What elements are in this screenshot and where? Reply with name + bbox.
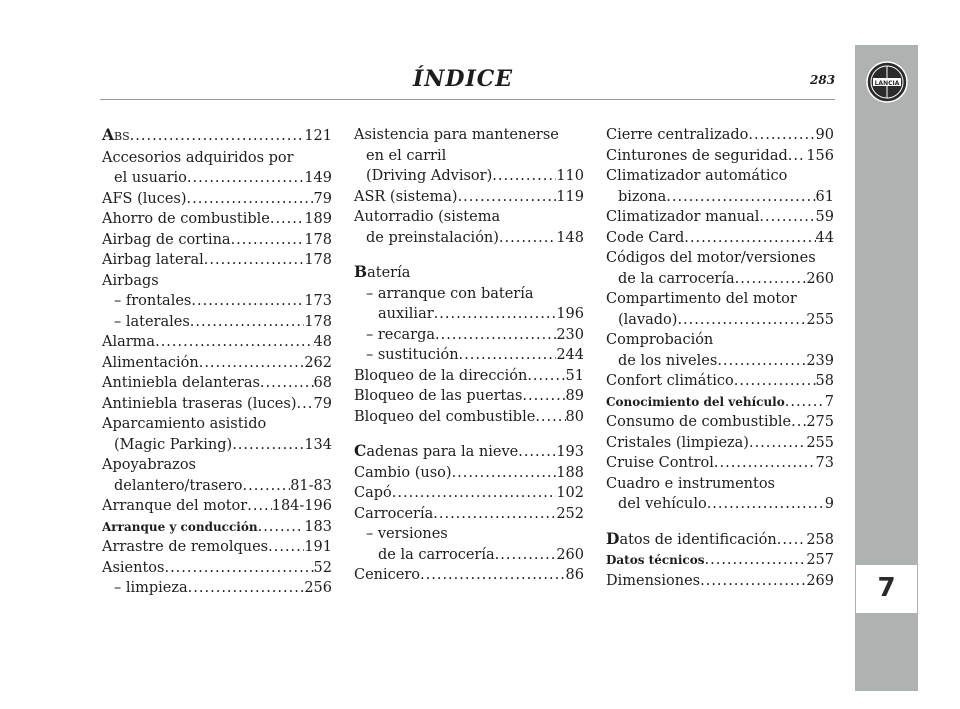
leader-dots [434, 304, 557, 325]
entry-text: Cinturones de seguridad [606, 147, 788, 164]
leader-dots [748, 125, 815, 146]
entry-text: Arranque y conducción [102, 519, 258, 534]
entry-page-number: 121 [304, 128, 332, 144]
entry-page-number: 252 [556, 505, 584, 522]
leader-dots [749, 433, 806, 454]
entry-page-number: 80 [565, 408, 584, 425]
entry-text: ASR (sistema) [354, 188, 458, 205]
leader-dots [190, 312, 305, 333]
leader-dots [433, 504, 556, 525]
entry-page-number: 52 [313, 559, 332, 576]
entry-text: Arranque del motor [102, 498, 248, 514]
entry-page-number: 44 [815, 229, 834, 246]
entry-page-number: 255 [806, 434, 834, 451]
leader-dots [247, 496, 272, 517]
index-entry[interactable] [102, 414, 332, 455]
entry-text: Confort climático [606, 373, 734, 389]
index-entry[interactable] [102, 271, 332, 292]
entry-text: Airbag de cortina [102, 231, 231, 248]
entry-text: Cruise Control [606, 455, 714, 471]
index-entry[interactable] [606, 166, 834, 207]
entry-text: Cambio (uso) [354, 464, 452, 481]
entry-text: Comprobación [606, 332, 714, 348]
index-entry[interactable] [354, 125, 584, 187]
leader-dots [791, 412, 806, 433]
entry-page-number: 275 [806, 414, 834, 430]
entry-text: – laterales [114, 313, 190, 330]
index-entry[interactable] [102, 209, 332, 230]
logo-text: LANCIA [874, 80, 900, 87]
leader-dots [392, 483, 557, 504]
entry-page-number: 86 [565, 567, 584, 583]
leader-dots [187, 168, 304, 189]
index-entry[interactable] [102, 373, 332, 394]
entry-text: Ahorro de combustible [102, 211, 270, 227]
index-entry[interactable] [102, 291, 332, 312]
leader-dots [785, 392, 825, 413]
entry-page-number: 119 [556, 188, 584, 205]
leader-dots [199, 353, 305, 374]
index-entry[interactable] [354, 386, 584, 407]
index-entry[interactable] [102, 312, 332, 333]
entry-text: – recarga [366, 326, 435, 343]
entry-text: auxiliar [378, 306, 434, 322]
entry-page-number: 256 [304, 580, 332, 596]
index-entry[interactable] [606, 207, 834, 228]
leader-dots [243, 476, 291, 497]
section-gap [606, 515, 834, 529]
entry-page-number: 7 [824, 393, 834, 410]
entry-page-number: 239 [806, 352, 834, 369]
leader-dots [420, 565, 566, 586]
entry-text: – versiones [366, 526, 448, 542]
leader-dots [204, 250, 305, 271]
section-gap [354, 427, 584, 441]
entry-text: Bloqueo de la dirección [354, 367, 528, 384]
entry-page-number: 183 [304, 518, 332, 535]
entry-text: Asientos [102, 559, 165, 576]
entry-page-number: 61 [815, 188, 834, 205]
entry-page-number: 262 [304, 354, 332, 371]
entry-page-number: 178 [304, 313, 332, 330]
entry-text: de los niveles [618, 352, 718, 369]
entry-text: Códigos del motor/versiones [606, 250, 816, 266]
index-entry[interactable] [354, 207, 584, 248]
index-entry[interactable] [354, 504, 584, 525]
entry-text: Bloqueo de las puertas [354, 388, 523, 404]
chapter-number: 7 [877, 573, 896, 603]
index-entry[interactable] [102, 558, 332, 579]
entry-text: del vehículo [618, 496, 707, 512]
entry-text: de preinstalación) [366, 229, 499, 246]
entry-text: Bloqueo del combustible [354, 408, 536, 425]
entry-text: – arranque con batería [366, 285, 534, 302]
leader-dots [684, 228, 815, 249]
leader-dots [459, 345, 557, 366]
index-entry[interactable] [606, 146, 834, 167]
entry-page-number: 81-83 [290, 477, 332, 494]
index-entry[interactable] [606, 289, 834, 330]
entry-text: Batería [354, 262, 411, 281]
index-entry[interactable] [354, 441, 584, 463]
entry-text: Antiniebla traseras (luces) [102, 395, 297, 412]
entry-text: Consumo de combustible [606, 414, 792, 430]
index-entry[interactable] [354, 407, 584, 428]
leader-dots [435, 325, 556, 346]
entry-page-number: 73 [815, 455, 834, 471]
entry-page-number: 156 [806, 147, 834, 164]
index-entry[interactable] [354, 284, 584, 325]
entry-page-number: 148 [556, 229, 584, 246]
index-entry[interactable] [102, 394, 332, 415]
index-entry[interactable] [606, 550, 834, 571]
index-entry[interactable] [606, 228, 834, 249]
index-entry[interactable] [102, 230, 332, 251]
leader-dots [130, 126, 305, 147]
entry-text: – sustitución [366, 347, 459, 363]
leader-dots [518, 442, 556, 463]
index-entry[interactable] [354, 187, 584, 208]
leader-dots [297, 394, 314, 415]
entry-text: Carrocería [354, 505, 434, 522]
index-entry[interactable] [606, 392, 834, 413]
entry-text: Capó [354, 485, 392, 501]
leader-dots [155, 332, 313, 353]
leader-dots [707, 494, 825, 515]
leader-dots [270, 209, 304, 230]
leader-dots [527, 366, 565, 387]
index-entry[interactable] [354, 463, 584, 484]
index-entry[interactable] [354, 345, 584, 366]
index-entry[interactable] [606, 453, 834, 474]
entry-text: Datos técnicos [606, 553, 705, 567]
entry-page-number: 191 [304, 539, 332, 555]
entry-text: Code Card [606, 229, 685, 246]
entry-page-number: 51 [565, 367, 584, 384]
index-column-3 [606, 125, 834, 591]
entry-page-number: 110 [556, 168, 584, 184]
entry-page-number: 258 [806, 531, 834, 548]
index-entry[interactable] [606, 248, 834, 289]
entry-page-number: 230 [556, 326, 584, 343]
leader-dots [522, 386, 565, 407]
index-column-2 [354, 125, 584, 586]
header-rule [100, 99, 835, 100]
entry-text: Dimensiones [606, 572, 701, 589]
lancia-logo-icon [865, 60, 909, 104]
leader-dots [452, 463, 557, 484]
entry-text: Datos de identificación [606, 528, 777, 548]
entry-text: Cristales (limpieza) [606, 434, 749, 451]
entry-text: Airbags [102, 272, 159, 289]
leader-dots [458, 187, 557, 208]
index-entry[interactable] [102, 353, 332, 374]
entry-page-number: 149 [304, 170, 332, 186]
leader-dots [666, 187, 815, 208]
entry-text: bizona [618, 188, 667, 205]
index-entry[interactable] [102, 496, 332, 517]
index-entry[interactable] [606, 474, 834, 515]
entry-page-number: 188 [556, 464, 584, 481]
entry-page-number: 178 [304, 252, 332, 268]
entry-text: Asistencia para mantenerse [354, 127, 559, 143]
index-entry[interactable] [102, 148, 332, 189]
entry-text: Apoyabrazos [102, 457, 196, 473]
page-number: 283 [810, 73, 836, 87]
index-entry[interactable] [606, 125, 834, 146]
leader-dots [535, 407, 565, 428]
entry-text: Alimentación [102, 354, 199, 371]
leader-dots [734, 371, 816, 392]
leader-dots [714, 453, 816, 474]
entry-page-number: 255 [806, 311, 834, 328]
entry-text: Cuadro e instrumentos [606, 475, 776, 492]
entry-page-number: 134 [304, 436, 332, 453]
index-entry[interactable] [606, 529, 834, 551]
entry-text: Autorradio (sistema [354, 209, 501, 225]
index-column-1 [102, 125, 332, 599]
entry-text: Alarma [102, 334, 156, 350]
entry-page-number: 68 [313, 375, 332, 391]
entry-page-number: 79 [313, 190, 332, 207]
index-entry[interactable] [102, 332, 332, 353]
entry-page-number: 9 [824, 496, 834, 512]
leader-dots [495, 545, 557, 566]
entry-text: Airbag lateral [102, 252, 204, 268]
leader-dots [788, 146, 807, 167]
leader-dots [759, 207, 815, 228]
entry-text: Cenicero [354, 567, 421, 583]
page-title: ÍNDICE [413, 66, 514, 92]
entry-page-number: 260 [556, 546, 584, 563]
entry-text: Arrastre de remolques [102, 539, 269, 555]
leader-dots [164, 558, 313, 579]
entry-page-number: 48 [313, 334, 332, 350]
entry-text: Climatizador automático [606, 168, 788, 184]
index-entry[interactable] [606, 412, 834, 433]
entry-text: Aparcamiento asistido [102, 416, 267, 432]
entry-page-number: 102 [556, 485, 584, 501]
entry-text: de la carrocería [378, 546, 495, 563]
entry-page-number: 90 [815, 127, 834, 143]
entry-text: Conocimiento del vehículo [606, 394, 785, 409]
leader-dots [268, 537, 304, 558]
leader-dots [700, 571, 806, 592]
entry-page-number: 189 [304, 211, 332, 227]
entry-page-number: 244 [556, 347, 584, 363]
entry-text: Cadenas para la nieve [354, 441, 519, 460]
leader-dots [492, 166, 556, 187]
index-entry[interactable] [606, 371, 834, 392]
leader-dots [260, 373, 314, 394]
entry-text: AFS (luces) [102, 190, 187, 207]
index-entry[interactable] [606, 571, 834, 592]
entry-page-number: 184-196 [271, 498, 332, 514]
entry-text: en el carril [366, 147, 447, 164]
leader-dots [232, 435, 304, 456]
index-entry[interactable] [102, 578, 332, 599]
index-entry[interactable] [354, 325, 584, 346]
section-gap [354, 248, 584, 262]
entry-text: delantero/trasero [114, 477, 243, 494]
entry-page-number: 260 [806, 270, 834, 287]
index-entry[interactable] [606, 433, 834, 454]
entry-page-number: 196 [556, 306, 584, 322]
entry-text: – limpieza [114, 580, 188, 596]
leader-dots [717, 351, 806, 372]
index-entry[interactable] [102, 125, 332, 148]
leader-dots [191, 291, 304, 312]
index-entry[interactable] [102, 517, 332, 538]
entry-page-number: 269 [806, 572, 834, 589]
entry-text: (Magic Parking) [114, 436, 233, 453]
leader-dots [231, 230, 305, 251]
index-entry[interactable] [102, 250, 332, 271]
entry-page-number: 89 [565, 388, 584, 404]
entry-text: (lavado) [618, 311, 678, 328]
entry-text: el usuario [114, 170, 187, 186]
index-entry[interactable] [354, 565, 584, 586]
leader-dots [499, 228, 556, 249]
entry-text: Antiniebla delanteras [102, 375, 260, 391]
entry-text: ABS [102, 125, 130, 144]
index-entry[interactable] [606, 330, 834, 371]
index-entry[interactable] [102, 189, 332, 210]
entry-page-number: 193 [556, 444, 584, 460]
leader-dots [258, 517, 305, 538]
leader-dots [735, 269, 807, 290]
entry-text: de la carrocería [618, 270, 735, 287]
index-entry[interactable] [354, 524, 584, 565]
entry-page-number: 173 [304, 293, 332, 309]
entry-page-number: 257 [806, 552, 834, 568]
leader-dots [705, 550, 807, 571]
entry-text: Compartimento del motor [606, 291, 797, 307]
entry-text: Accesorios adquiridos por [102, 149, 294, 166]
entry-page-number: 58 [815, 373, 834, 389]
index-entry[interactable] [102, 537, 332, 558]
index-entry[interactable] [354, 262, 584, 284]
entry-text: (Driving Advisor) [366, 168, 493, 184]
leader-dots [677, 310, 806, 331]
index-entry[interactable] [354, 366, 584, 387]
entry-text: Cierre centralizado [606, 127, 749, 143]
entry-page-number: 178 [304, 231, 332, 248]
entry-text: Climatizador manual [606, 209, 760, 225]
leader-dots [777, 530, 807, 551]
entry-page-number: 79 [313, 395, 332, 412]
entry-text: – frontales [114, 293, 192, 309]
leader-dots [187, 189, 314, 210]
leader-dots [188, 578, 305, 599]
index-entry[interactable] [354, 483, 584, 504]
entry-page-number: 59 [815, 209, 834, 225]
index-entry[interactable] [102, 455, 332, 496]
